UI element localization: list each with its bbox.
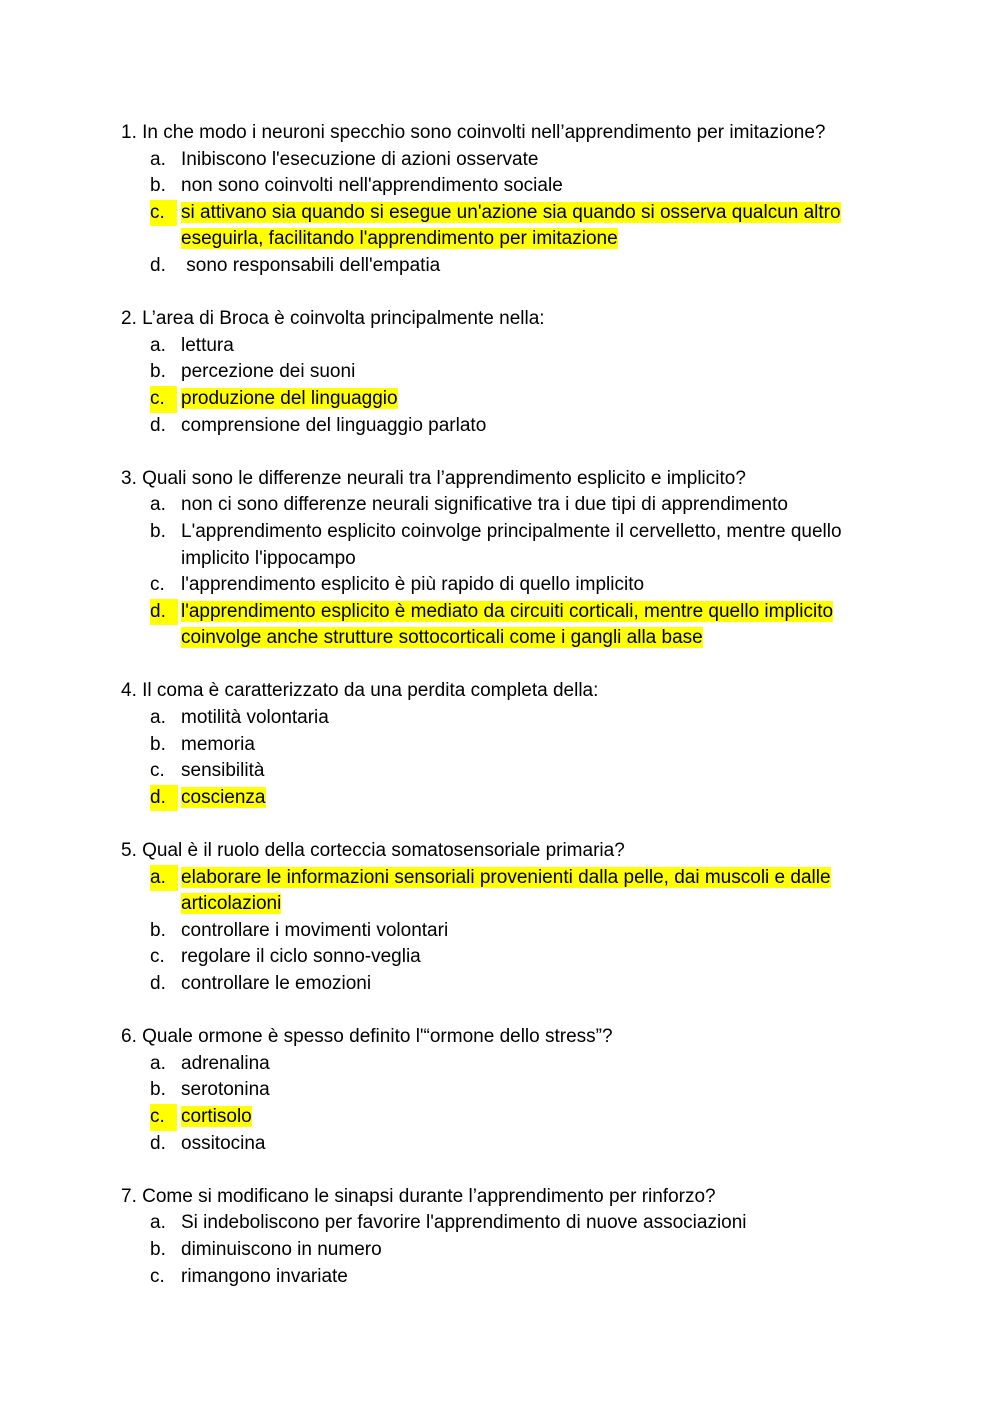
option-letter: a. — [150, 494, 166, 516]
option-letter: b. — [150, 733, 166, 755]
answer-options — [121, 1210, 881, 1290]
answer-option — [121, 333, 881, 360]
option-letter: d. — [150, 414, 166, 436]
question-text — [121, 1024, 881, 1051]
option-text: Si indeboliscono per favorire l'apprendimento di nuove associazioni — [181, 1212, 747, 1234]
option-text: memoria — [181, 733, 255, 755]
question-body: Quali sono le differenze neurali tra l’apprendimento esplicito e implicito? — [142, 467, 746, 489]
option-text: controllare le emozioni — [181, 973, 372, 994]
option-text: produzione del linguaggio — [181, 387, 398, 409]
question-text — [121, 1184, 881, 1211]
option-letter: b. — [150, 175, 166, 197]
answer-option — [121, 944, 881, 971]
question-text — [121, 838, 881, 865]
question-number: 4. — [121, 680, 137, 702]
answer-option — [121, 758, 881, 785]
option-text: regolare il ciclo sonno-veglia — [181, 946, 421, 968]
option-letter: b. — [150, 1238, 166, 1260]
quiz-list — [121, 120, 881, 1290]
answer-options — [121, 705, 881, 811]
option-letter: a. — [150, 1212, 166, 1234]
question-body: Come si modificano le sinapsi durante l’apprendimento per rinforzo? — [142, 1185, 716, 1207]
option-letter: d. — [150, 599, 178, 626]
option-letter: c. — [150, 386, 177, 413]
option-text: si attivano sia quando si esegue un'azione sia quando si osserva qualcun altro eseguirla, facilitando l'apprendimento per imitazione — [181, 201, 841, 250]
option-text: non sono coinvolti nell'apprendimento sociale — [181, 175, 563, 197]
question-text — [121, 120, 881, 147]
option-letter: b. — [150, 361, 166, 383]
answer-option — [121, 359, 881, 386]
question-body: Quale ormone è spesso definito l'“ormone dello stress”? — [142, 1026, 613, 1048]
question-body: In che modo i neuroni specchio sono coinvolti nell’apprendimento per imitazione? — [142, 122, 826, 143]
question-number: 6. — [121, 1026, 137, 1048]
option-letter: d. — [150, 973, 166, 994]
option-text: adrenalina — [181, 1052, 270, 1074]
option-letter: b. — [150, 520, 166, 542]
question-block — [121, 678, 881, 811]
question-body: L’area di Broca è coinvolta principalmente nella: — [142, 308, 545, 330]
answer-option — [121, 1264, 881, 1291]
option-letter: a. — [150, 334, 166, 356]
question-body: Qual è il ruolo della corteccia somatosensoriale primaria? — [142, 840, 625, 862]
question-text — [121, 678, 881, 705]
question-number: 3. — [121, 467, 137, 489]
question-block — [121, 120, 881, 280]
answer-option-highlighted — [121, 386, 881, 413]
answer-option — [121, 147, 881, 174]
answer-option — [121, 1051, 881, 1078]
option-text: coscienza — [181, 786, 266, 808]
option-text: percezione dei suoni — [181, 361, 356, 383]
answer-option — [121, 1237, 881, 1264]
option-letter: b. — [150, 919, 166, 941]
option-letter: a. — [150, 1052, 166, 1074]
option-text: Inibiscono l'esecuzione di azioni osservate — [181, 148, 539, 170]
question-number: 2. — [121, 308, 137, 330]
answer-options — [121, 1051, 881, 1157]
answer-option — [121, 1131, 881, 1158]
option-text: motilità volontaria — [181, 707, 329, 729]
option-text: serotonina — [181, 1079, 270, 1101]
question-block — [121, 1024, 881, 1157]
question-block — [121, 466, 881, 652]
option-text: non ci sono differenze neurali significative tra i due tipi di apprendimento — [181, 494, 788, 516]
question-number: 5. — [121, 840, 137, 862]
option-text: l'apprendimento esplicito è mediato da circuiti corticali, mentre quello implicito coinvolge anche strutture sottocorticali come i gangli alla base — [181, 600, 834, 649]
answer-options — [121, 147, 881, 280]
answer-option-highlighted — [121, 599, 881, 652]
question-number: 7. — [121, 1185, 137, 1207]
option-text: comprensione del linguaggio parlato — [181, 414, 487, 436]
option-letter: c. — [150, 946, 165, 968]
question-body: Il coma è caratterizzato da una perdita completa della: — [142, 680, 599, 702]
answer-option — [121, 492, 881, 519]
answer-option — [121, 413, 881, 440]
answer-option — [121, 519, 881, 572]
option-letter: a. — [150, 148, 166, 170]
option-text: elaborare le informazioni sensoriali provenienti dalla pelle, dai muscoli e dalle articolazioni — [181, 866, 831, 915]
answer-options — [121, 865, 881, 998]
answer-option-highlighted — [121, 865, 881, 918]
option-text: L'apprendimento esplicito coinvolge principalmente il cervelletto, mentre quello implicito l'ippocampo — [181, 520, 842, 569]
answer-option-highlighted — [121, 785, 881, 812]
answer-options — [121, 492, 881, 652]
option-letter: a. — [150, 865, 178, 892]
question-text — [121, 466, 881, 493]
option-letter: c. — [150, 574, 165, 596]
answer-option — [121, 732, 881, 759]
option-text: l'apprendimento esplicito è più rapido di quello implicito — [181, 574, 645, 596]
question-block — [121, 838, 881, 998]
option-letter: c. — [150, 1265, 165, 1287]
answer-option-highlighted — [121, 1104, 881, 1131]
answer-option — [121, 173, 881, 200]
option-text: rimangono invariate — [181, 1265, 348, 1287]
option-letter: b. — [150, 1079, 166, 1101]
question-block — [121, 306, 881, 439]
option-letter: c. — [150, 1104, 177, 1131]
answer-option — [121, 1077, 881, 1104]
option-text: diminuiscono in numero — [181, 1238, 382, 1260]
answer-option — [121, 918, 881, 945]
option-letter: c. — [150, 760, 165, 782]
option-text: sensibilità — [181, 760, 265, 782]
option-letter: a. — [150, 707, 166, 729]
answer-option — [121, 253, 881, 280]
answer-option — [121, 1210, 881, 1237]
question-number: 1. — [121, 122, 137, 143]
answer-option — [121, 572, 881, 599]
option-letter: d. — [150, 785, 178, 812]
option-letter: c. — [150, 200, 177, 227]
answer-option — [121, 971, 881, 998]
option-letter: d. — [150, 1132, 166, 1154]
answer-options — [121, 333, 881, 439]
option-text: controllare i movimenti volontari — [181, 919, 449, 941]
option-text: cortisolo — [181, 1105, 252, 1127]
answer-option — [121, 705, 881, 732]
answer-option-highlighted — [121, 200, 881, 253]
question-text — [121, 306, 881, 333]
option-letter: d. — [150, 254, 166, 276]
question-block — [121, 1184, 881, 1290]
option-text: sono responsabili dell'empatia — [181, 254, 441, 276]
option-text: ossitocina — [181, 1132, 266, 1154]
option-text: lettura — [181, 334, 234, 356]
